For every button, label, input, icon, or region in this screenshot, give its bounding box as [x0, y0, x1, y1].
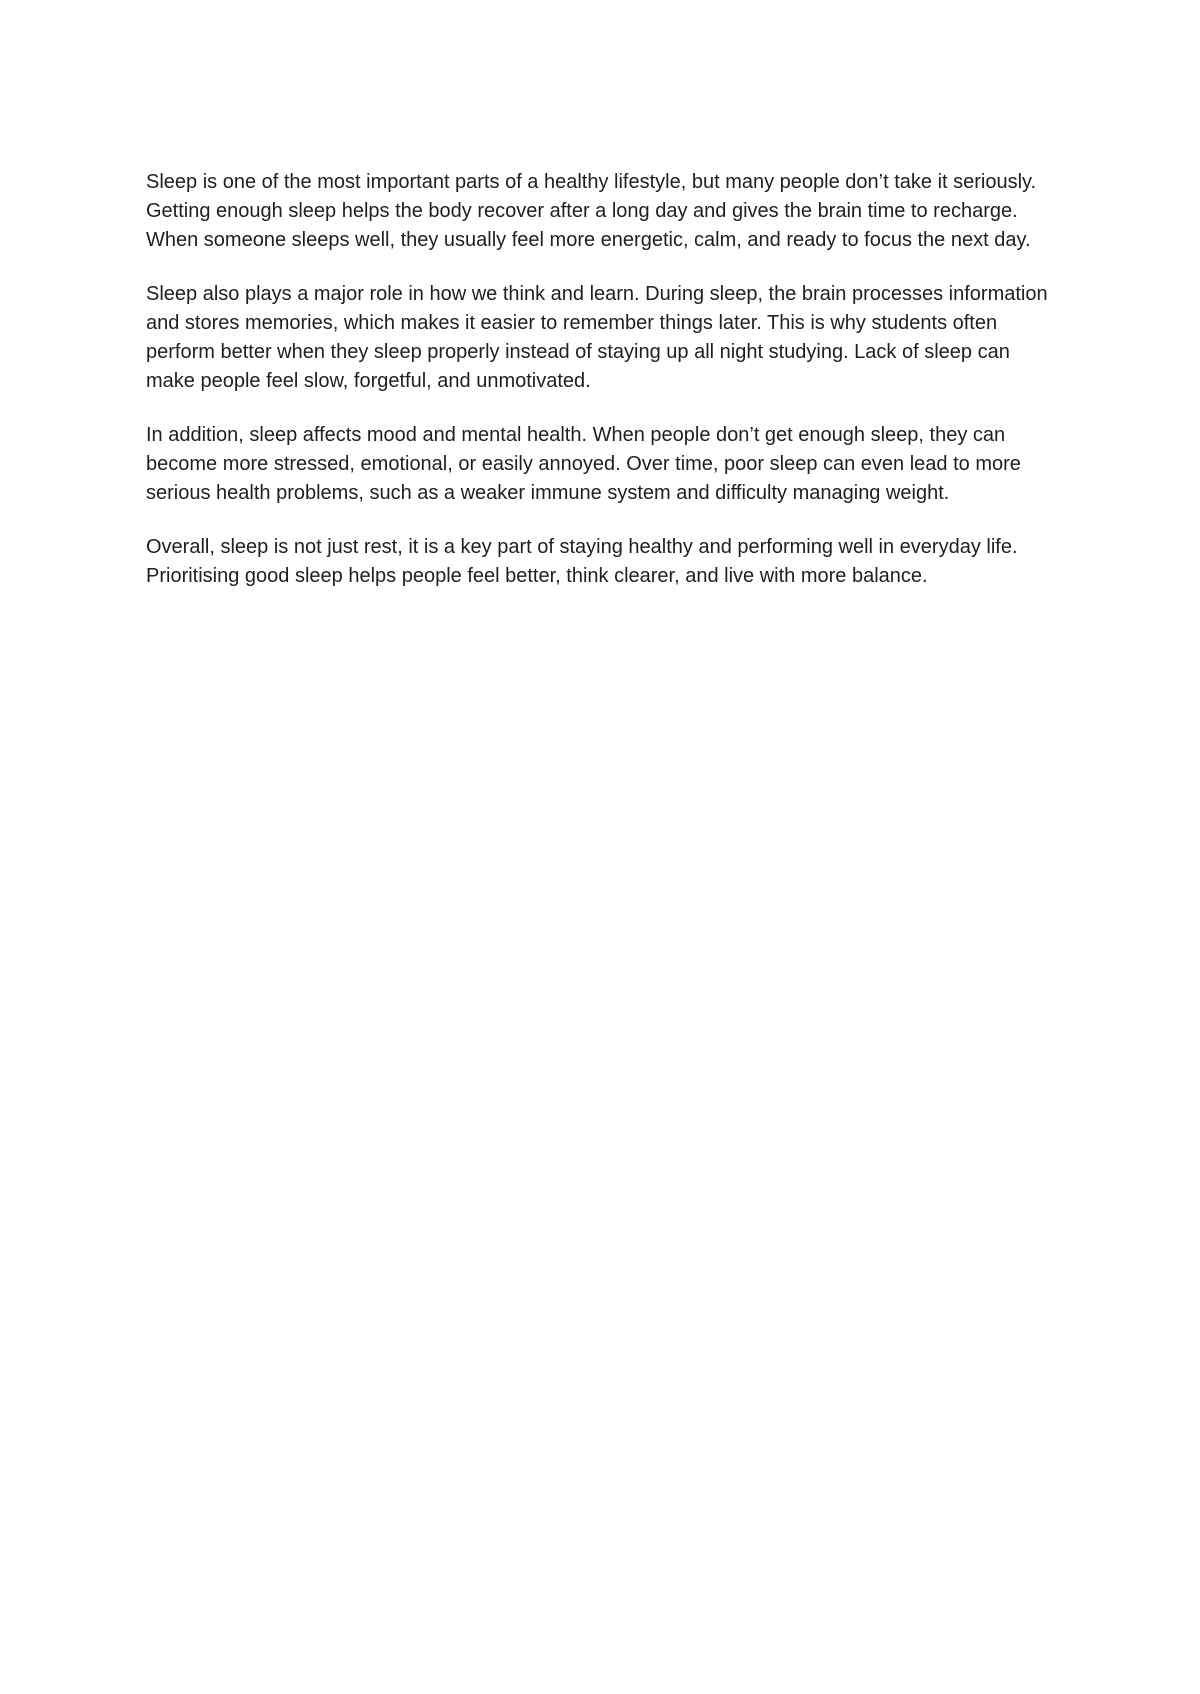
- document-body: [146, 168, 1058, 616]
- paragraph-2: Sleep also plays a major role in how we think and learn. During sleep, the brain processes information and stores memories, which makes it easier to remember things later. This is why students often perform better when they sleep properly instead of staying up all night studying. Lack of sleep can make people feel slow, forgetful, and unmotivated.: [146, 283, 1048, 392]
- paragraph-4: Overall, sleep is not just rest, it is a key part of staying healthy and performing well in everyday life. Prioritising good sleep helps people feel better, think clearer, and live with more balance.: [146, 536, 1018, 587]
- paragraph-3: In addition, sleep affects mood and mental health. When people don’t get enough sleep, they can become more stressed, emotional, or easily annoyed. Over time, poor sleep can even lead to more serious health problems, such as a weaker immune system and difficulty managing weight.: [146, 424, 1021, 504]
- paragraph-1: Sleep is one of the most important parts of a healthy lifestyle, but many people don’t take it seriously. Getting enough sleep helps the body recover after a long day and gives the brain time to recharge. When someone sleeps well, they usually feel more energetic, calm, and ready to focus the next day.: [146, 171, 1037, 251]
